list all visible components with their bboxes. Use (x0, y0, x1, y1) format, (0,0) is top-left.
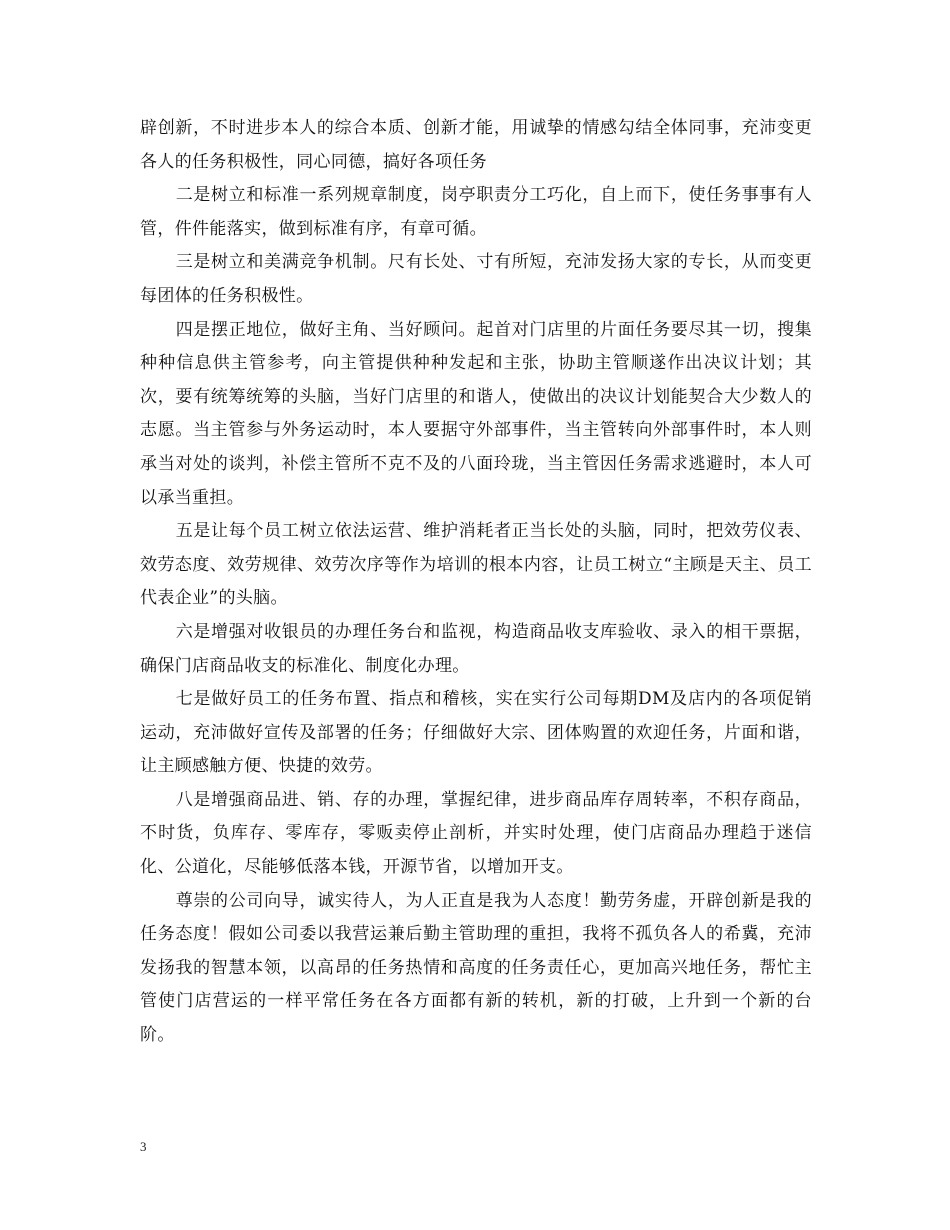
page-number: 3 (140, 1139, 147, 1154)
paragraph-item-6: 六是增强对收银员的办理任务台和监视，构造商品收支库验收、录入的相干票据，确保门店商品收支的标准化、制度化办理。 (140, 621, 812, 676)
paragraph-item-8: 八是增强商品进、销、存的办理，掌握纪律，进步商品库存周转率，不积存商品，不时货，负库存、零库存，零贩卖停止剖析，并实时处理，使门店商品办理趋于迷信化、公道化，尽能够低落本钱，开源节省，以增加开支。 (140, 789, 812, 878)
paragraph-item-5: 五是让每个员工树立依法运营、维护消耗者正当长处的头脑，同时，把效劳仪表、效劳态度、效劳规律、效劳次序等作为培训的根本内容，让员工树立“主顾是天主、员工代表企业”的头脑。 (140, 521, 812, 609)
paragraph-item-2: 二是树立和标准一系列规章制度，岗亭职责分工巧化，自上而下，使任务事事有人管，件件能落实，做到标准有序，有章可循。 (140, 185, 812, 239)
paragraph-continued: 辟创新，不时进步本人的综合本质、创新才能，用诚挚的情感勾结全体同事，充沛变更各人的任务积极性，同心同德，搞好各项任务 (140, 118, 812, 172)
paragraph-closing: 尊崇的公司向导，诚实待人，为人正直是我为人态度！勤劳务虚，开辟创新是我的任务态度！假如公司委以我营运兼后勤主管助理的重担，我将不孤负各人的希冀，充沛发扬我的智慧本领，以高昂的任务热情和高度的任务责任心，更加高兴地任务，帮忙主管使门店营运的一样平常任务在各方面都有新的转机，新的打破，上升到一个新的台阶。 (140, 890, 812, 1046)
paragraph-item-7: 七是做好员工的任务布置、指点和稽核，实在实行公司每期DM及店内的各项促销运动，充沛做好宣传及部署的任务；仔细做好大宗、团体购置的欢迎任务，片面和谐，让主顾感触方便、快捷的效劳。 (140, 689, 812, 777)
paragraph-item-3: 三是树立和美满竞争机制。尺有长处、寸有所短，充沛发扬大家的专长，从而变更每团体的任务积极性。 (140, 252, 812, 306)
document-body (140, 112, 812, 1053)
paragraph-item-4: 四是摆正地位，做好主角、当好顾问。起首对门店里的片面任务要尽其一切，搜集种种信息供主管参考，向主管提供种种发起和主张，协助主管顺遂作出决议计划；其次，要有统筹统筹的头脑，当好门店里的和谐人，使做出的决议计划能契合大少数人的志愿。当主管参与外务运动时，本人要据守外部事件，当主管转向外部事件时，本人则承当对处的谈判，补偿主管所不克不及的八面玲珑，当主管因任务需求逃避时，本人可以承当重担。 (140, 319, 812, 508)
